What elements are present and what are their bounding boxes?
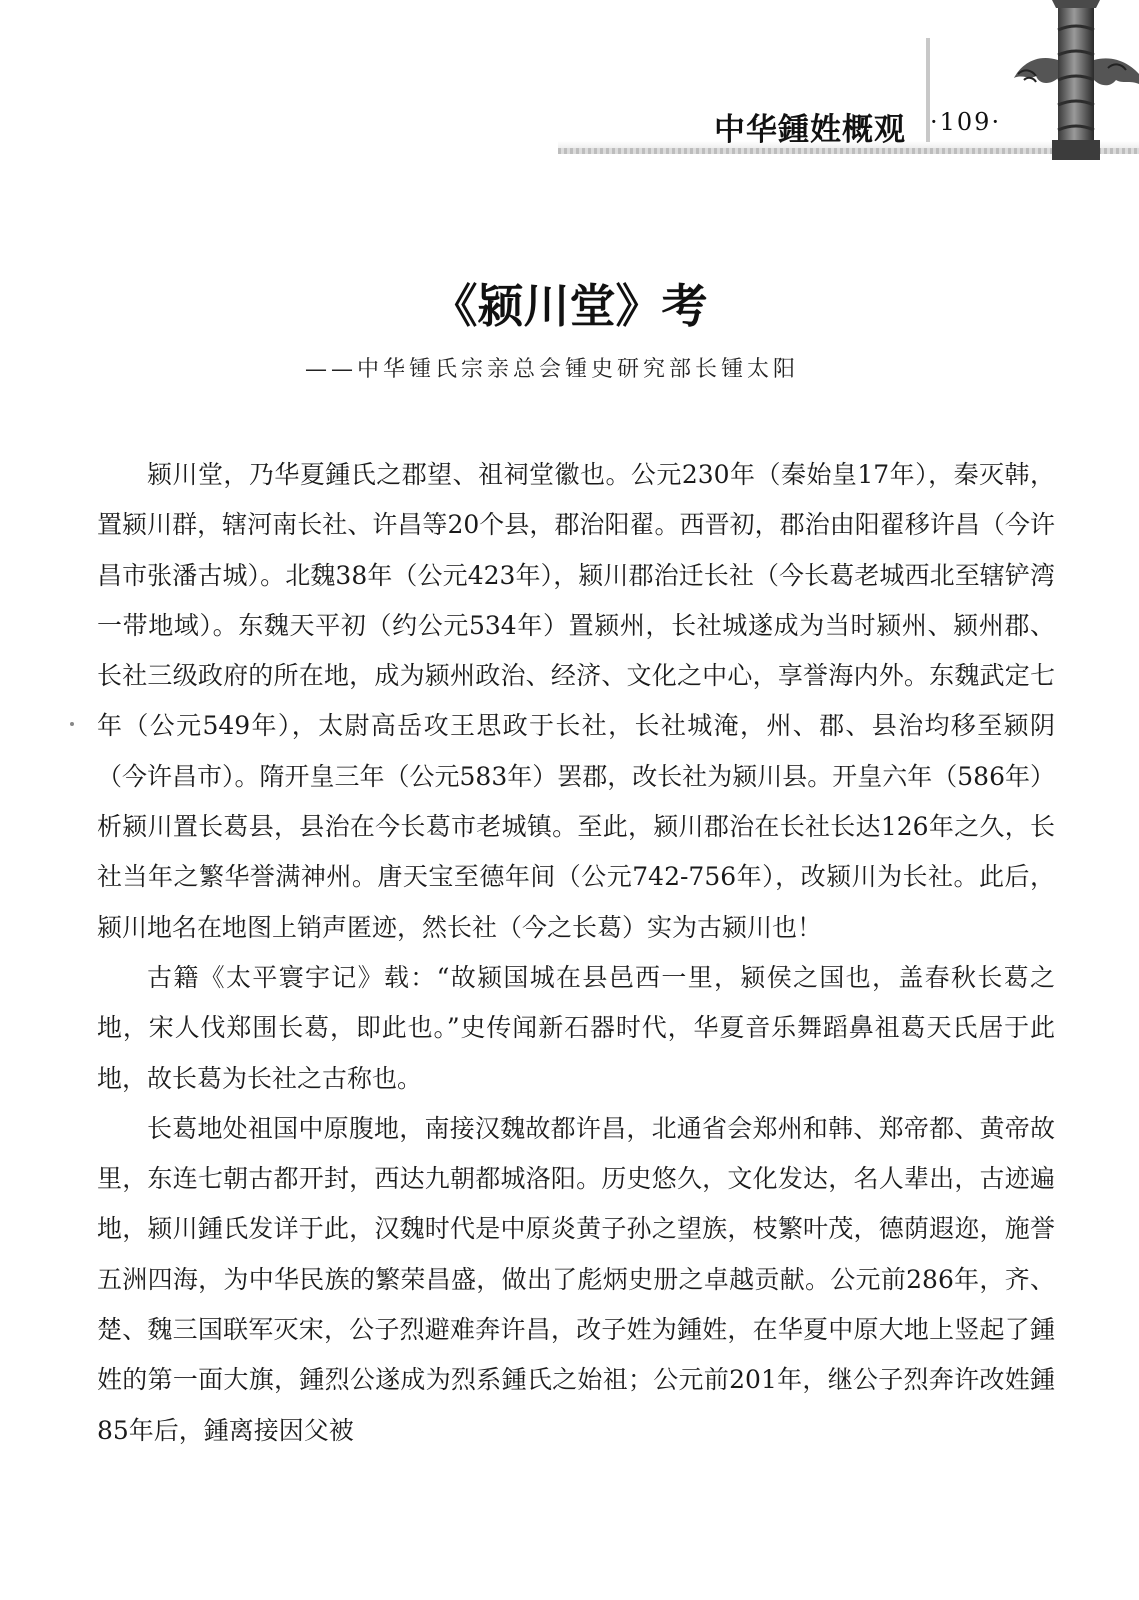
page-number: ·109· [930,108,1002,136]
paragraph-1: 颍川堂，乃华夏鍾氏之郡望、祖祠堂徽也。公元230年（秦始皇17年），秦灭韩，置颍川群，辖河南长社、许昌等20个县，郡治阳翟。西晋初，郡治由阳翟移许昌（今许昌市张潘古城）。北魏38年（公元423年），颍川郡治迁长社（今长葛老城西北至辖铲湾一带地域）。东魏天平初（约公元534年）置颍州，长社城遂成为当时颍州、颍州郡、长社三级政府的所在地，成为颍州政治、经济、文化之中心，享誉海内外。东魏武定七年（公元549年），太尉高岳攻王思政于长社，长社城淹，州、郡、县治均移至颍阴（今许昌市）。隋开皇三年（公元583年）罢郡，改长社为颍川县。开皇六年（586年）析颍川置长葛县，县治在今长葛市老城镇。至此，颍川郡治在长社长达126年之久，长社当年之繁华誉满神州。唐天宝至德年间（公元742-756年），改颍川为长社。此后，颍川地名在地图上销声匿迹，然长社（今之长葛）实为古颍川也！ [97,460,1055,942]
scan-speck [70,722,74,726]
running-header [0,0,1139,160]
book-title: 中华鍾姓概观 [714,112,906,148]
paragraph-3: 长葛地处祖国中原腹地，南接汉魏故都许昌，北通省会郑州和韩、郑帝都、黄帝故里，东连七朝古都开封，西达九朝都城洛阳。历史悠久，文化发达，名人辈出，古迹遍地，颍川鍾氏发详于此，汉魏时代是中原炎黄子孙之望族，枝繁叶茂，德荫遐迩，施誉五洲四海，为中华民族的繁荣昌盛，做出了彪炳史册之卓越贡献。公元前286年，齐、楚、魏三国联军灭宋，公子烈避难奔许昌，改子姓为鍾姓，在华夏中原大地上竖起了鍾姓的第一面大旗，鍾烈公遂成为烈系鍾氏之始祖；公元前201年，继公子烈奔许改姓鍾85年后，鍾离接因父被 [97,1113,1055,1445]
article-title: 《颍川堂》考 [431,279,708,333]
article-byline: ——中华锺氏宗亲总会锺史研究部长锺太阳 [305,357,800,382]
paragraph-2: 古籍《太平寰宇记》载：“故颍国城在县邑西一里，颍侯之国也，盖春秋长葛之地，宋人伐郑围长葛，即此也。”史传闻新石器时代，华夏音乐舞蹈鼻祖葛天氏居于此地，故长葛为长社之古称也。 [97,962,1055,1093]
article-body [97,450,1055,1456]
huabiao-pillar-icon [1012,0,1139,160]
